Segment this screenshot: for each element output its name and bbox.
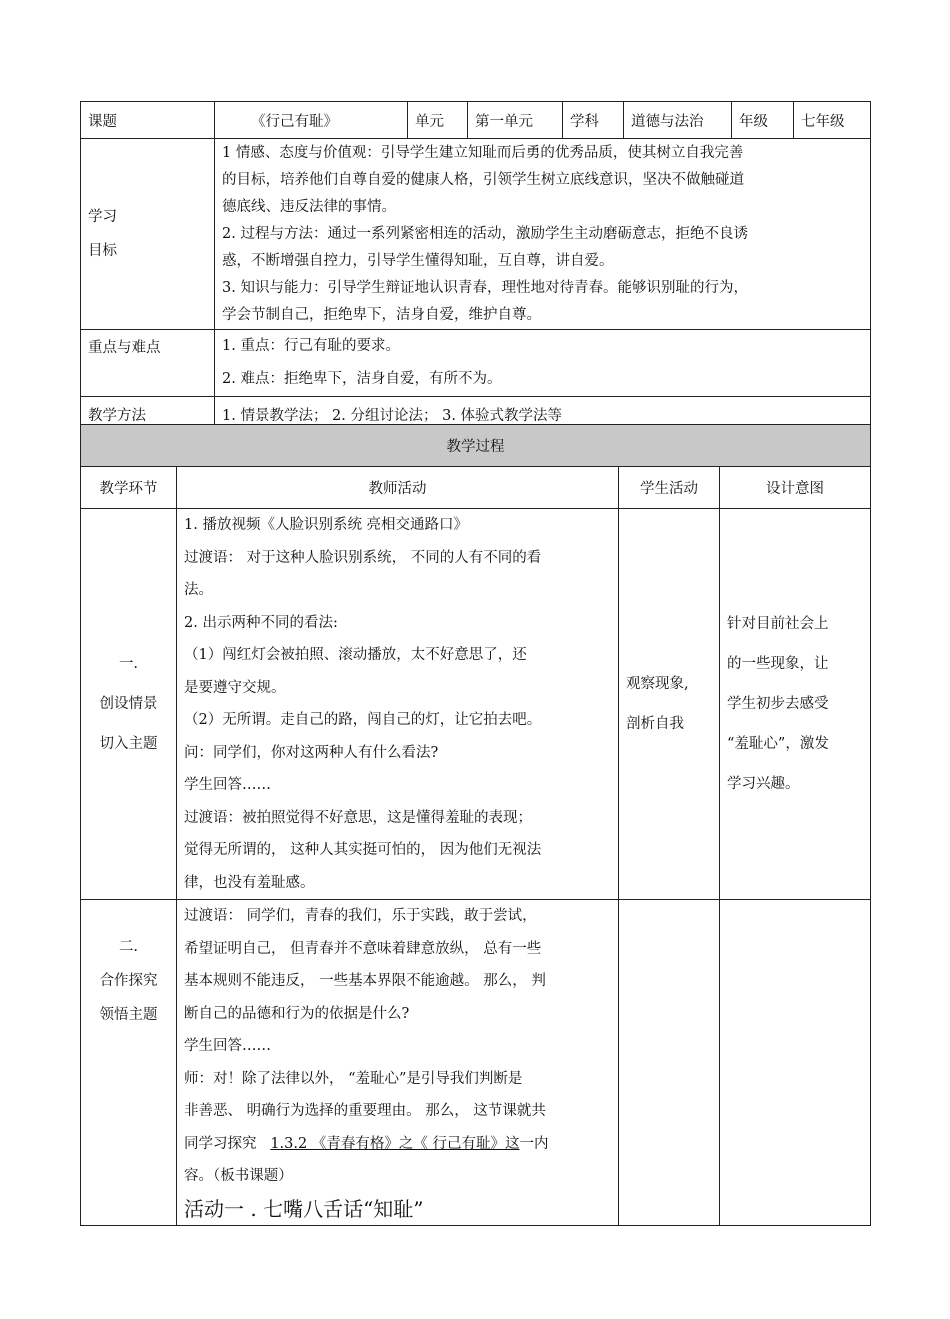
grade-value: 七年级 (794, 102, 871, 139)
lesson-info-table (80, 101, 871, 432)
key-points-content: 1. 重点：行己有耻的要求。 2. 难点：拒绝卑下，洁身自爱，有所不为。 (215, 330, 871, 397)
objectives-content: 1 情感、态度与价值观：引导学生建立知耻而后勇的优秀品质，使其树立自我完善 的目标，培养他们自尊自爱的健康人格，引领学生树立底线意识，坚决不做触碰道 德底线、违反法律的事情。 2. 过程与方法：通过一系列紧密相连的活动，激励学生主动磨砺意志，拒绝不良诱 惑，不断增强自控力，引导学生懂得知耻，互自尊，讲自爱。 3. 知识与能力：引导学生辩证地认识青春，理性地对待青春。能够识别耻的行为， 学会节制自己，拒绝卑下，洁身自爱，维护自尊。 (215, 139, 871, 330)
unit-label: 单元 (408, 102, 468, 139)
header-teacher: 教师活动 (177, 467, 619, 509)
step1-intent: 针对目前社会上 的一些现象，让 学生初步去感受 “羞耻心”，激发 学习兴趣。 (720, 509, 871, 900)
step2-teacher: 过渡语： 同学们，青春的我们，乐于实践，敢于尝试， 希望证明自己， 但青春并不意味着肆意放纵， 总有一些 基本规则不能违反， 一些基本界限不能逾越。 那么， 判 断自己的品德和行为的依据是什么? 学生回答…… 师：对！除了法律以外， “羞耻心”是引导我们判断是 非善恶、 明确行为选择的重要理由。 那么， 这节课就共 同学习探究 1.3.2 《青春有格》之《 行己有耻》这一内 容。（板书课题） 活动一 . 七嘴八舌话“知耻” (177, 900, 619, 1226)
activity-title: 活动一 . 七嘴八舌话“知耻” (184, 1196, 424, 1221)
subject-value: 道德与法治 (624, 102, 732, 139)
header-stage: 教学环节 (81, 467, 177, 509)
unit-value: 第一单元 (468, 102, 563, 139)
methods-label: 教学方法 (81, 397, 215, 432)
objectives-label: 学习 目标 (81, 139, 215, 330)
step1-stage: 一. 创设情景 切入主题 (81, 509, 177, 900)
lesson-reference: 1.3.2 《青春有格》之《 行己有耻》这 (270, 1135, 520, 1152)
subject-label: 学科 (563, 102, 624, 139)
step2-intent (720, 900, 871, 1226)
topic-value: 《行己有耻》 (215, 102, 408, 139)
step1-student: 观察现象, 剖析自我 (619, 509, 720, 900)
step2-stage: 二. 合作探究 领悟主题 (81, 900, 177, 1226)
info-row (81, 102, 871, 139)
step2-student (619, 900, 720, 1226)
key-points-row (81, 330, 871, 397)
process-title: 教学过程 (81, 425, 871, 467)
methods-content: 1. 情景教学法； 2. 分组讨论法； 3. 体验式教学法等 (215, 397, 871, 432)
grade-label: 年级 (732, 102, 794, 139)
header-intent: 设计意图 (720, 467, 871, 509)
process-title-row (81, 425, 871, 467)
header-student: 学生活动 (619, 467, 720, 509)
teaching-process-table (80, 424, 871, 1226)
step1-teacher: 1. 播放视频《人脸识别系统 亮相交通路口》 过渡语： 对于这种人脸识别系统， 不同的人有不同的看 法。 2. 出示两种不同的看法: （1）闯红灯会被拍照、滚动播放，太不好意思了，还 是要遵守交规。 （2）无所谓。走自己的路，闯自己的灯，让它拍去吧。 问：同学们，你对这两种人有什么看法? 学生回答…… 过渡语：被拍照觉得不好意思，这是懂得羞耻的表现； 觉得无所谓的， 这种人其实挺可怕的， 因为他们无视法 律，也没有羞耻感。 (177, 509, 619, 900)
topic-label: 课题 (81, 102, 215, 139)
step2-row (81, 900, 871, 1226)
step1-row (81, 509, 871, 900)
key-points-label: 重点与难点 (81, 330, 215, 397)
process-header-row (81, 467, 871, 509)
objectives-row (81, 139, 871, 330)
